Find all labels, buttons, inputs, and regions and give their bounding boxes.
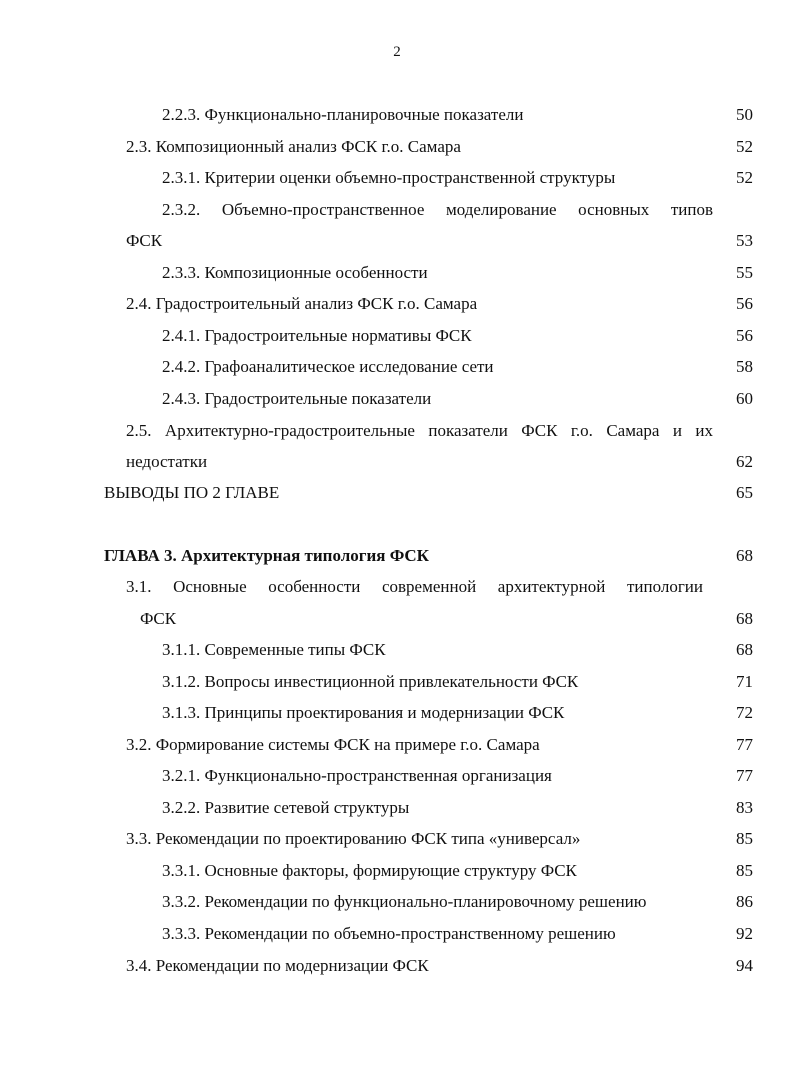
- toc-entry-label: 2.5. Архитектурно-градостроительные показатели ФСК г.о. Самара и их: [126, 421, 713, 440]
- toc-entry-label: 3.1.2. Вопросы инвестиционной привлекательности ФСК: [162, 672, 579, 691]
- toc-entry-label-continuation: недостатки: [126, 452, 208, 471]
- toc-entry-label: 2.4.3. Градостроительные показатели: [162, 389, 432, 408]
- toc-entry-label: 3.1.3. Принципы проектирования и модернизации ФСК: [162, 703, 565, 722]
- toc-entry-label-continuation: ФСК: [140, 609, 177, 628]
- toc-entry-label: 2.2.3. Функционально-планировочные показатели: [162, 105, 524, 124]
- toc-entry-label: 3.2.2. Развитие сетевой структуры: [162, 798, 410, 817]
- toc-entry-label: 2.3.2. Объемно-пространственное моделирование основных типов: [162, 200, 713, 219]
- toc-entry-label: 2.4.1. Градостроительные нормативы ФСК: [162, 326, 472, 345]
- toc-entry-page: 55: [736, 263, 753, 282]
- toc-entry-page: 68: [736, 640, 753, 659]
- toc-chapter-heading: ГЛАВА 3. Архитектурная типология ФСК: [104, 546, 429, 565]
- toc-entry-page: 65: [736, 483, 753, 502]
- toc-entry-page: 62: [736, 452, 753, 471]
- toc-entry-page: 52: [736, 137, 753, 156]
- toc-entry-page: 77: [736, 735, 753, 754]
- toc-entry-page: 72: [736, 703, 753, 722]
- toc-entry-page: 94: [736, 956, 753, 975]
- toc-entry-page: 68: [736, 546, 753, 565]
- toc-entry-page: 85: [736, 829, 753, 848]
- toc-entry-label: 3.1.1. Современные типы ФСК: [162, 640, 386, 659]
- toc-entry-label: 2.3. Композиционный анализ ФСК г.о. Самара: [126, 137, 461, 156]
- toc-entry-page: 85: [736, 861, 753, 880]
- toc-entry-label: 3.1. Основные особенности современной архитектурной типологии: [126, 577, 703, 596]
- toc-entry-page: 60: [736, 389, 753, 408]
- toc-entry-label: 3.3.3. Рекомендации по объемно-пространственному решению: [162, 924, 616, 943]
- toc-entry-label: 3.2. Формирование системы ФСК на примере г.о. Самара: [126, 735, 540, 754]
- toc-entry-page: 56: [736, 294, 753, 313]
- toc-entry-page: 92: [736, 924, 753, 943]
- toc-entry-label: 2.3.1. Критерии оценки объемно-пространственной структуры: [162, 168, 616, 187]
- toc-entry-label: 3.3. Рекомендации по проектированию ФСК типа «универсал»: [126, 829, 581, 848]
- toc-entry-page: 68: [736, 609, 753, 628]
- toc-entry-page: 77: [736, 766, 753, 785]
- toc-entry-label: 3.2.1. Функционально-пространственная организация: [162, 766, 552, 785]
- toc-entry-page: 71: [736, 672, 753, 691]
- toc-entry-label: 3.3.1. Основные факторы, формирующие структуру ФСК: [162, 861, 577, 880]
- toc-entry-page: 56: [736, 326, 753, 345]
- toc-entry-page: 58: [736, 357, 753, 376]
- toc-entry-page: 50: [736, 105, 753, 124]
- toc-entry-label: 2.3.3. Композиционные особенности: [162, 263, 428, 282]
- toc-entry-page: 53: [736, 231, 753, 250]
- toc-entry-label: 3.4. Рекомендации по модернизации ФСК: [126, 956, 429, 975]
- toc-entry-label-continuation: ФСК: [126, 231, 163, 250]
- page-number: 2: [393, 44, 401, 60]
- toc-entry-label: 2.4.2. Графоаналитическое исследование сети: [162, 357, 494, 376]
- toc-entry-page: 86: [736, 892, 753, 911]
- toc-entry-label: 3.3.2. Рекомендации по функционально-планировочному решению: [162, 892, 647, 911]
- toc-entry-label: ВЫВОДЫ ПО 2 ГЛАВЕ: [104, 483, 280, 502]
- toc-entry-label: 2.4. Градостроительный анализ ФСК г.о. Самара: [126, 294, 478, 313]
- toc-entry-page: 83: [736, 798, 753, 817]
- toc-entry-page: 52: [736, 168, 753, 187]
